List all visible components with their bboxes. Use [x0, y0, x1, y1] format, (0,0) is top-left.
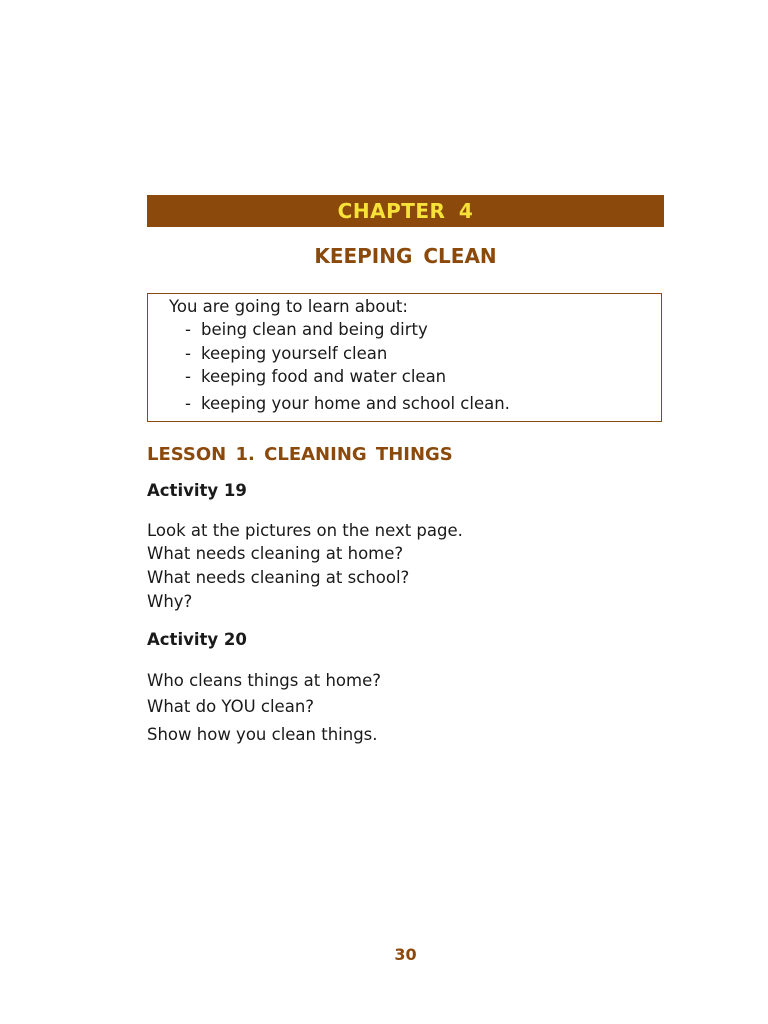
activity-line: Show how you clean things.	[147, 725, 378, 744]
learning-objectives-intro: You are going to learn about:	[169, 297, 408, 316]
activity-line: Why?	[147, 592, 193, 611]
activity-line: What do YOU clean?	[147, 697, 315, 716]
activity-heading: Activity 19	[147, 481, 247, 500]
chapter-title: KEEPING CLEAN	[314, 244, 497, 268]
chapter-banner	[147, 195, 664, 227]
activity-heading: Activity 20	[147, 630, 247, 649]
learning-objective-item: - keeping food and water clean	[185, 367, 447, 386]
page-number: 30	[394, 945, 417, 964]
learning-objective-item: - being clean and being dirty	[185, 320, 428, 339]
activity-line: Who cleans things at home?	[147, 671, 381, 690]
lesson-title: LESSON 1. CLEANING THINGS	[147, 444, 453, 465]
chapter-label: CHAPTER 4	[337, 199, 474, 223]
learning-objective-item: - keeping your home and school clean.	[185, 394, 510, 413]
learning-objective-item: - keeping yourself clean	[185, 344, 388, 363]
activity-line: Look at the pictures on the next page.	[147, 521, 463, 540]
activity-line: What needs cleaning at home?	[147, 544, 404, 563]
activity-line: What needs cleaning at school?	[147, 568, 410, 587]
